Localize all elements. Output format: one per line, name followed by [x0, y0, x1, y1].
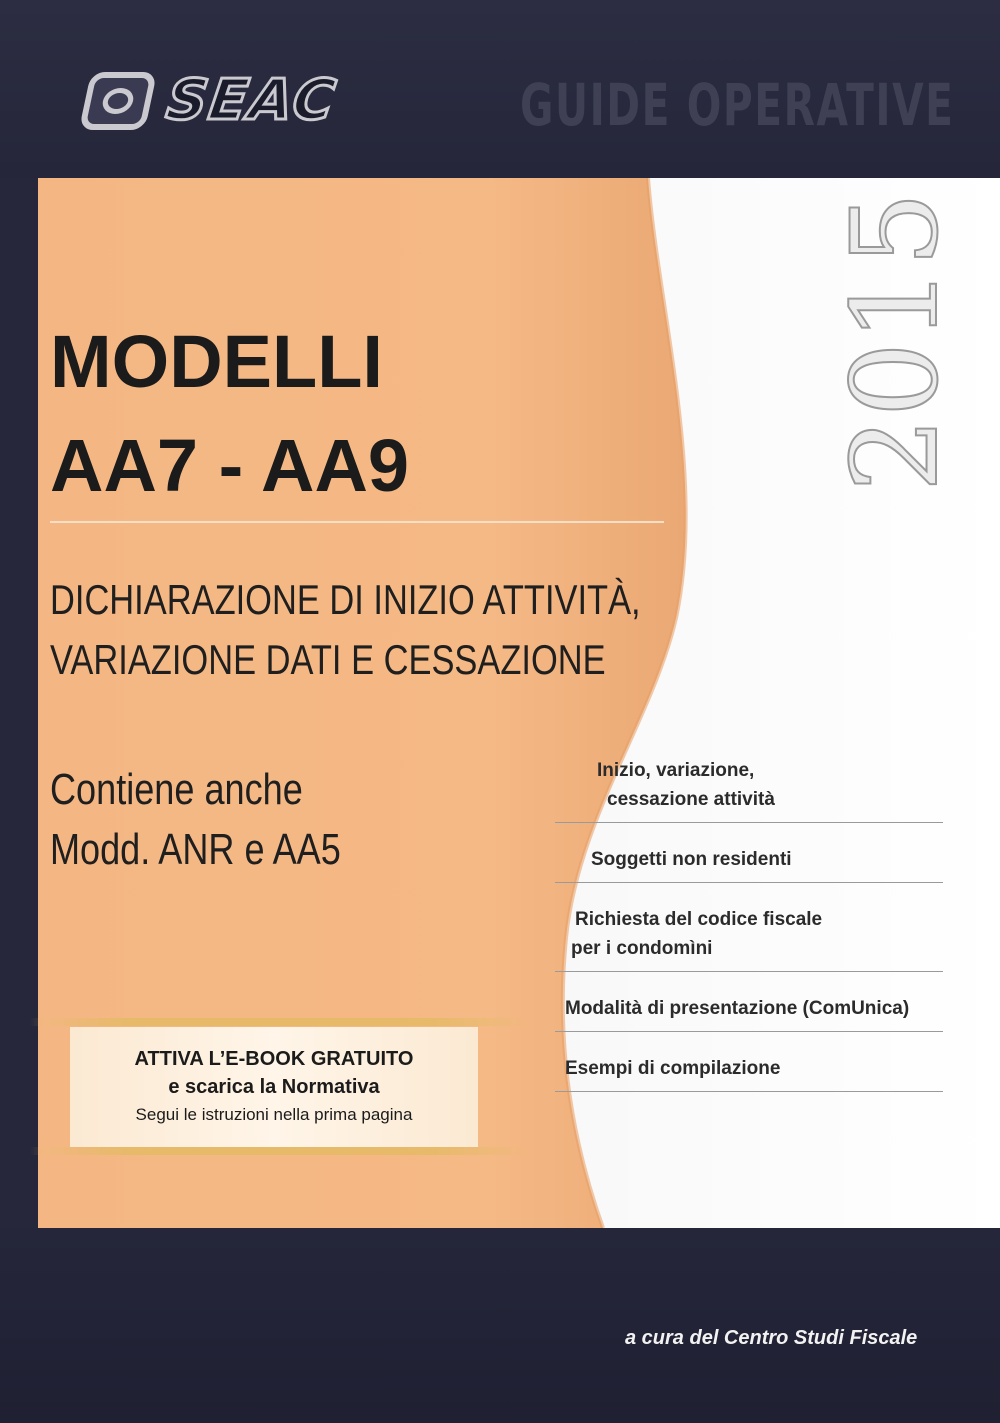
ebook-bottom-bar — [30, 1147, 530, 1155]
book-subtitle — [50, 570, 706, 690]
ebook-line2: e scarica la Normativa — [168, 1076, 380, 1098]
ebook-box — [70, 1027, 478, 1147]
book-title-line1: MODELLI — [50, 320, 383, 403]
topic-item: Esempi di compilazione — [555, 1046, 943, 1092]
topic-item: Soggetti non residenti — [555, 837, 943, 883]
ebook-top-bar — [30, 1018, 530, 1026]
ebook-line1: ATTIVA L’E-BOOK GRATUITO — [134, 1048, 414, 1070]
topic-list — [555, 756, 943, 1106]
edition-year: 2015 — [826, 191, 964, 493]
publisher-logo-text: SEAC — [162, 68, 341, 133]
contains-note — [50, 760, 542, 880]
seac-logo — [85, 68, 345, 138]
subtitle-line1: DICHIARAZIONE DI INIZIO ATTIVITÀ, — [50, 576, 641, 623]
topic-item: Inizio, variazione, cessazione attività — [555, 756, 943, 823]
seac-logo-mark-icon — [79, 72, 157, 130]
ebook-line3: Segui le istruzioni nella prima pagina — [135, 1105, 413, 1124]
topic-item: Modalità di presentazione (ComUnica) — [555, 986, 943, 1032]
series-title: GUIDE OPERATIVE — [520, 71, 955, 139]
contains-line2: Modd. ANR e AA5 — [50, 825, 341, 874]
editor-credit: a cura del Centro Studi Fiscale — [625, 1327, 918, 1349]
subtitle-line2: VARIAZIONE DATI E CESSAZIONE — [50, 636, 606, 683]
book-title-line2: AA7 - AA9 — [50, 424, 410, 507]
topic-item: Richiesta del codice fiscale per i condomìni — [555, 897, 943, 972]
contains-line1: Contiene anche — [50, 765, 303, 814]
title-divider — [50, 521, 664, 523]
